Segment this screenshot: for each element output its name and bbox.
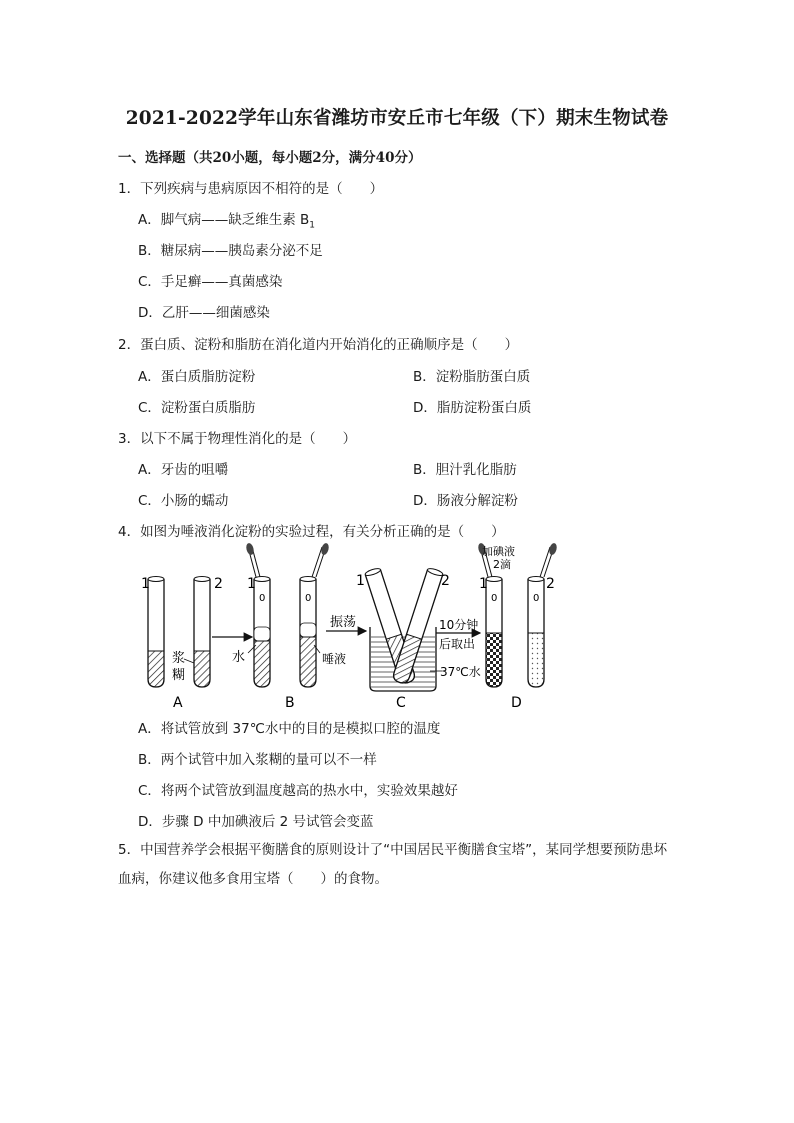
tube-1-zero-d: 0 (491, 593, 498, 604)
question-3-option-a[interactable]: A．牙齿的咀嚼 (138, 462, 229, 478)
question-2-stem: 2．蛋白质、淀粉和脂肪在消化道内开始消化的正确顺序是（ ） (118, 337, 519, 353)
question-2-option-a[interactable]: A．蛋白质脂肪淀粉 (138, 369, 256, 385)
tube-1-label-a: 1 (141, 576, 150, 592)
question-4-option-b[interactable]: B．两个试管中加入浆糊的量可以不一样 (138, 752, 377, 768)
question-3-option-c[interactable]: C．小肠的蠕动 (138, 493, 229, 509)
question-2-option-c[interactable]: C．淀粉蛋白质脂肪 (138, 400, 256, 416)
question-2-option-d[interactable]: D．脂肪淀粉蛋白质 (413, 400, 532, 416)
tube-2-label-c: 2 (441, 573, 450, 589)
shake-label: 振荡 (330, 615, 357, 630)
option-text: A．脚气病——缺乏维生素 B (138, 212, 310, 228)
tube-1-label-d: 1 (479, 576, 488, 592)
saliva-starch-experiment-diagram (130, 541, 560, 711)
question-5-stem: 5．中国营养学会根据平衡膳食的原则设计了“中国居民平衡膳食宝塔”，某同学想要预防患坏血病，你建议他多食用宝塔（ ）的食物。 (118, 842, 668, 887)
tube-1-zero-b: 0 (259, 593, 266, 604)
step-c-label: C (396, 695, 406, 711)
iodine-label-2: 2滴 (493, 558, 511, 571)
question-4-option-c[interactable]: C．将两个试管放到温度越高的热水中，实验效果越好 (138, 783, 458, 799)
step-a-label: A (173, 695, 183, 711)
step-d-label: D (511, 695, 522, 711)
step-d-tubes (477, 542, 558, 687)
page-title: 2021-2022学年山东省潍坊市安丘市七年级（下）期末生物试卷 (125, 108, 669, 129)
tube-2-label-a: 2 (214, 576, 223, 592)
question-3-option-b[interactable]: B．胆汁乳化脂肪 (413, 462, 517, 478)
paste-label-2: 糊 (172, 668, 186, 683)
question-1-option-b[interactable]: B．糖尿病——胰岛素分泌不足 (138, 243, 323, 259)
tube-2-zero-d: 0 (533, 593, 540, 604)
temperature-label: 37℃水 (440, 665, 481, 679)
tube-1-label-c: 1 (356, 573, 365, 589)
tube-2-label-d: 2 (546, 576, 555, 592)
section-heading: 一、选择题（共20小题，每小题2分，满分40分） (118, 150, 422, 166)
question-1-option-c[interactable]: C．手足癣——真菌感染 (138, 274, 283, 290)
question-4-option-a[interactable]: A．将试管放到 37℃水中的目的是模拟口腔的温度 (138, 721, 441, 737)
question-1-stem: 1．下列疾病与患病原因不相符的是（ ） (118, 181, 384, 197)
question-1-option-a[interactable] (138, 208, 315, 231)
tube-2-zero-b: 0 (305, 593, 312, 604)
question-2-option-b[interactable]: B．淀粉脂肪蛋白质 (413, 369, 531, 385)
question-1-option-d[interactable]: D．乙肝——细菌感染 (138, 305, 270, 321)
iodine-label-1: 加碘液 (482, 545, 515, 558)
step-b-tubes (245, 542, 330, 687)
question-3-stem: 3．以下不属于物理性消化的是（ ） (118, 431, 357, 447)
subscript: 1 (309, 220, 316, 231)
saliva-label: 唾液 (322, 652, 347, 666)
step-c-beaker (364, 567, 443, 691)
tube-1-label-b: 1 (247, 576, 256, 592)
step-b-label: B (285, 695, 295, 711)
time-label-2: 后取出 (439, 637, 476, 651)
paste-label-1: 浆 (172, 651, 186, 666)
water-label: 水 (232, 650, 246, 665)
question-4-option-d[interactable]: D．步骤 D 中加碘液后 2 号试管会变蓝 (138, 814, 374, 830)
time-label-1: 10分钟 (439, 618, 479, 632)
question-3-option-d[interactable]: D．肠液分解淀粉 (413, 493, 518, 509)
question-4-stem: 4．如图为唾液消化淀粉的实验过程，有关分析正确的是（ ） (118, 524, 505, 540)
